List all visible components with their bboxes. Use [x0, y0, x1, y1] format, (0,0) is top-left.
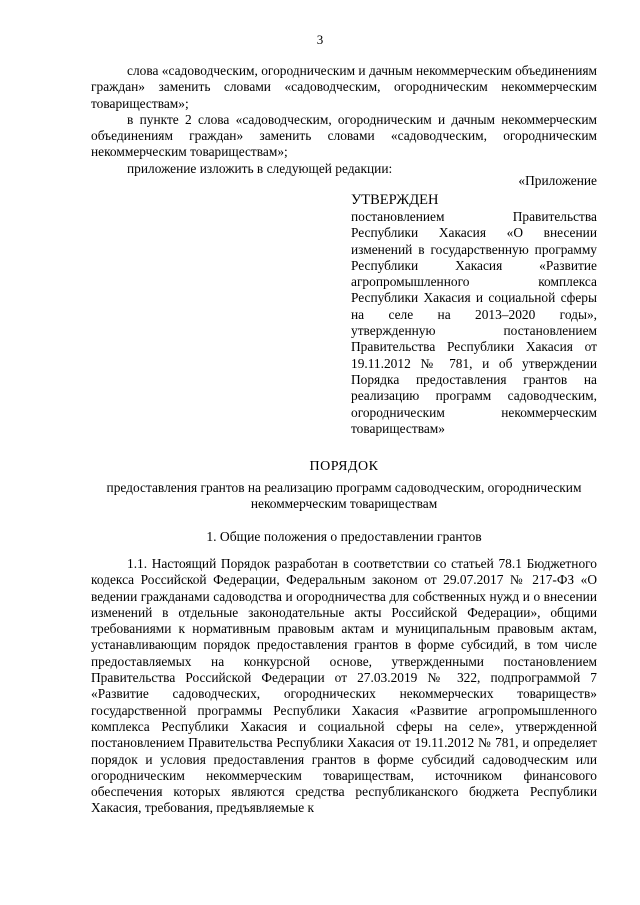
document-title: ПОРЯДОК — [309, 459, 379, 474]
intro-amendments — [91, 63, 597, 177]
amendment-paragraph-3: приложение изложить в следующей редакции: — [127, 160, 393, 176]
page-number: 3 — [316, 32, 324, 47]
main-body — [91, 556, 597, 817]
appendix-label: «Приложение — [518, 173, 597, 188]
amendment-paragraph-1: слова «садоводческим, огородническим и дачным некоммерческим объединениям граждан» заменить словами «садоводческим, огородническим некоммерческим товариществам»; — [91, 63, 597, 111]
approval-text: постановлением Правительства Республики Хакасия «О внесении изменений в государственную программу Республики Хакасия «Развитие агропромышленного комплекса Республики Хакасия и социальной сферы на селе на 2013–2020 годы», утвержденную постановлением Правительства Республики Хакасия от 19.11.2012 № 781, и об утверждении Порядка предоставления грантов на реализацию программ садоводческим, огородническим некоммерческим товариществам» — [351, 209, 597, 436]
document-subtitle: предоставления грантов на реализацию программ садоводческим, огородническим некоммерческим товариществам — [106, 480, 582, 512]
amendment-paragraph-2: в пункте 2 слова «садоводческим, огородническим и дачным некоммерческим объединениям граждан» заменить словами «садоводческим, огородническим некоммерческим товариществам»; — [91, 111, 597, 160]
main-paragraph: 1.1. Настоящий Порядок разработан в соответствии со статьей 78.1 Бюджетного кодекса Российской Федерации, Федеральным законом от 29.07.2017 № 217-ФЗ «О ведении гражданами садоводства и огородничества для собственных нужд и о внесении изменений в отдельные законодательные акты Российской Федерации», общими требованиями к нормативным правовым актам и муниципальным правовым актам, устанавливающим порядок предоставления грантов в форме субсидий, в том числе предоставляемых на конкурсной основе, утвержденными постановлением Правительства Российской Федерации от 27.03.2019 № 322, подпрограммой 7 «Развитие садоводческих, огороднических некоммерческих товариществ» государственной программы Республики Хакасия «Развитие агропромышленного комплекса Республики Хакасия и социальной сферы на селе», утвержденной постановлением Правительства Республики Хакасия от 19.11.2012 № 781, и определяет порядок и условия предоставления грантов в форме субсидий садоводческим или огородническим некоммерческим товариществам, источником финансового обеспечения которых являются средства республиканского бюджета Республики Хакасия, требования, предъявляемые к — [91, 556, 597, 816]
approval-title: УТВЕРЖДЕН — [351, 192, 439, 208]
section-heading: 1. Общие положения о предоставлении грантов — [206, 529, 482, 544]
